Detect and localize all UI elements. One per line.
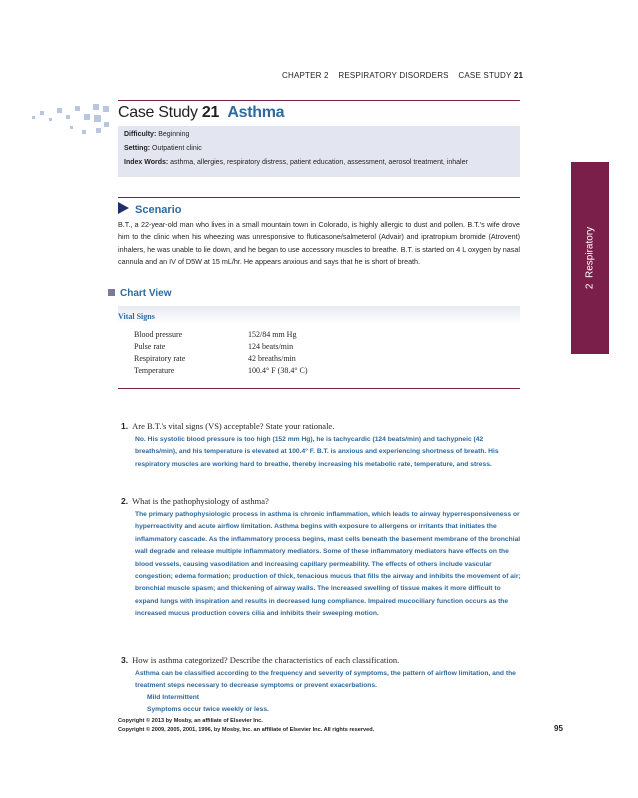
question-number: 1. — [121, 421, 129, 431]
question-3 — [121, 655, 399, 665]
question-text: What is the pathophysiology of asthma? — [132, 496, 269, 506]
chart-view-heading-text: Chart View — [120, 288, 172, 299]
chapter-label: CHAPTER 2 — [282, 71, 329, 80]
title-prefix: Case Study — [118, 104, 198, 121]
scenario-heading — [118, 202, 181, 216]
scenario-text: B.T., a 22-year-old man who lives in a small mountain town in Colorado, is highly allergic to dust and pollen. B.T.'s wife drove him to the clinic when his wheezing was unresponsive to fluticasone/salmeterol (Advair) and ipratropium bromide (Atrovent) inhalers, he was unable to lie down, and he began to use accessory muscles to breathe. B.T. is started on 4 L oxygen by nasal cannula and an IV of D5W at 15 mL/hr. He appears anxious and says that he is short of breath. — [118, 220, 520, 266]
vital-row — [134, 330, 297, 339]
scenario-heading-text: Scenario — [135, 204, 182, 216]
vital-value: 152/84 mm Hg — [248, 330, 297, 339]
difficulty-value: Beginning — [156, 131, 190, 138]
chapter-side-tab — [571, 162, 609, 354]
top-rule — [118, 100, 520, 101]
index-words-value: asthma, allergies, respiratory distress, patient education, assessment, aerosol treatment, inhaler — [168, 159, 468, 166]
vital-signs-band — [118, 306, 520, 324]
answer-1: No. His systolic blood pressure is too high (152 mm Hg), he is tachycardic (124 beats/min) and tachypneic (42 breaths/min), and his temperature is elevated at 100.4° F. B.T. is anxious and experiencing shortness of breath. His respiratory muscles are working hard to breathe, thereby increasing his metabolic rate, temperature, and stress. — [135, 436, 499, 468]
vital-row — [134, 342, 294, 351]
vital-signs-box — [118, 306, 520, 389]
case-study-title — [118, 104, 284, 122]
title-number: 21 — [201, 104, 220, 121]
setting-label: Setting: — [124, 145, 151, 152]
vital-row — [134, 354, 296, 363]
copyright-line-1: Copyright © 2013 by Mosby, an affiliate of Elsevier Inc. — [118, 718, 263, 724]
title-topic: Asthma — [227, 104, 285, 121]
answer-3: Asthma can be classified according to the frequency and severity of symptoms, the pattern of airflow limitation, and the treatment steps necessary to decrease symptoms or prevent exacerbations. — [135, 670, 516, 690]
vital-label: Temperature — [134, 366, 175, 375]
answer-3-subheading: Mild Intermittent — [147, 694, 200, 701]
side-tab-number: 2 — [584, 283, 596, 290]
question-number: 3. — [121, 655, 129, 665]
question-text: How is asthma categorized? Describe the characteristics of each classification. — [132, 655, 400, 665]
question-1 — [121, 421, 334, 431]
square-bullet-icon — [108, 289, 115, 296]
vital-value: 124 beats/min — [248, 342, 294, 351]
vital-label: Respiratory rate — [134, 354, 186, 363]
vital-value: 100.4° F (38.4° C) — [248, 366, 308, 375]
case-label: CASE STUDY — [458, 71, 512, 80]
side-tab-label: Respiratory — [584, 226, 596, 279]
question-text: Are B.T.'s vital signs (VS) acceptable? State your rationale. — [132, 421, 335, 431]
vital-label: Pulse rate — [134, 342, 166, 351]
setting-line — [124, 145, 202, 152]
answer-3-subtext: Symptoms occur twice weekly or less. — [147, 706, 269, 713]
setting-value: Outpatient clinic — [150, 145, 202, 152]
index-words-label: Index Words: — [124, 159, 169, 166]
difficulty-label: Difficulty: — [124, 131, 157, 138]
vital-value: 42 breaths/min — [248, 354, 296, 363]
vital-label: Blood pressure — [134, 330, 183, 339]
case-info-box — [118, 126, 520, 177]
scenario-rule — [118, 197, 520, 198]
decorative-dots — [30, 102, 110, 142]
triangle-bullet-icon — [118, 202, 129, 214]
vital-signs-title: Vital Signs — [118, 312, 155, 321]
chart-view-heading — [108, 288, 172, 299]
page-number: 95 — [554, 724, 563, 733]
index-words-line — [124, 159, 468, 166]
copyright-line-2: Copyright © 2009, 2005, 2001, 1996, by Mosby, Inc. an affiliate of Elsevier Inc. All rights reserved. — [118, 727, 375, 733]
section-label: RESPIRATORY DISORDERS — [338, 71, 449, 80]
case-number: 21 — [513, 71, 524, 80]
answer-2: The primary pathophysiologic process in asthma is chronic inflammation, which leads to airway hyperresponsiveness or hyperreactivity and acute airflow limitation. Asthma begins with exposure to allergens or irritants that initiates the inflammatory cascade. As the inflammatory process begins, mast cells beneath the basement membrane of the bronchial wall degrade and release multiple inflammatory mediators. Some of these inflammatory mediators have effects on the blood vessels, causing vasodilation and increasing capillary permeability. The effects of others include vascular congestion; edema formation; production of thick, tenacious mucus that fills the airway and inhibits the movement of air; bronchial muscle spasm; and thickening of airway walls. The increased swelling of tissue makes it more difficult to expand lungs with inspiration and results in decreased lung compliance. Impaired mucociliary function occurs as the increased mucus production covers cilia and inhibits their sweeping motion. — [135, 511, 521, 618]
running-header — [282, 71, 523, 80]
question-number: 2. — [121, 496, 129, 506]
question-2 — [121, 496, 269, 506]
side-tab-text — [585, 227, 596, 289]
difficulty-line — [124, 131, 189, 138]
vital-row — [134, 366, 308, 375]
